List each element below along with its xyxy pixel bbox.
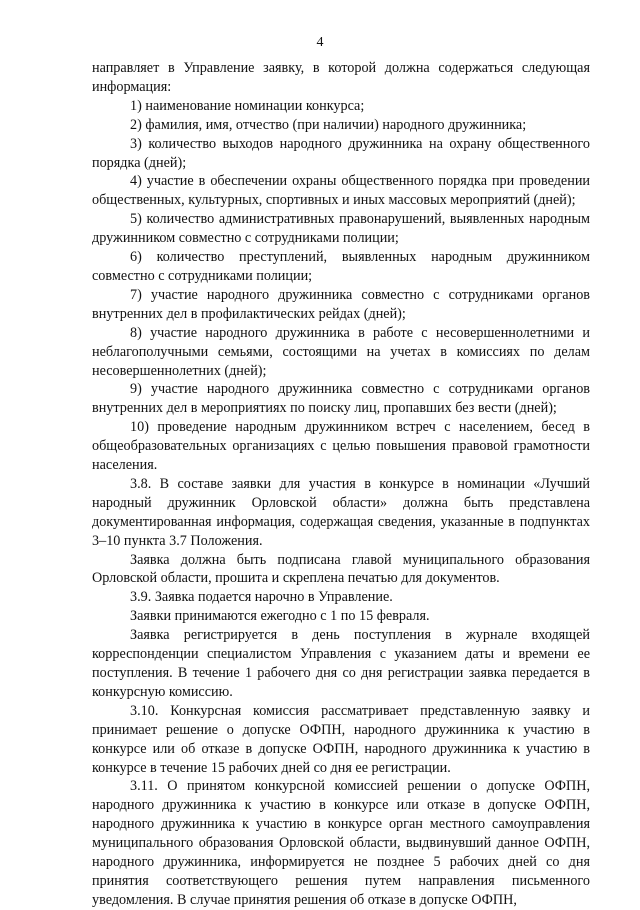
list-item-9: 9) участие народного дружинника совместно с сотрудниками органов внутренних дел в мероприятиях по поиску лиц, пропавших без вести (дней); [92,381,590,417]
clause-3-11: 3.11. О принятом конкурсной комиссией решении о допуске ОФПН, народного дружинника к участию в конкурсе или отказе в допуске ОФПН, народного дружинника к участию в конкурсе орган местного самоуправления муниципального образования Орловской области, выдвинувший данное ОФПН, народного дружинника, информируется не позднее 5 рабочих дней со дня принятия соответствующего решения путем направления письменного уведомления. В случае принятия решения об отказе в допуске ОФПН, [92,778,590,908]
list-item-10: 10) проведение народным дружинником встреч с населением, бесед в общеобразовательных организациях с целью повышения правовой грамотности населения. [92,419,590,474]
document-body [92,59,590,910]
list-item-3: 3) количество выходов народного дружинника на охрану общественного порядка (дней); [92,135,590,171]
list-item-1: 1) наименование номинации конкурса; [130,97,365,114]
paragraph-intro: направляет в Управление заявку, в которой должна содержаться следующая информация: [92,60,590,95]
list-item-4: 4) участие в обеспечении охраны общественного порядка при проведении общественных, культурных, спортивных и иных массовых мероприятий (дней); [92,173,590,209]
paragraph-acceptance-period: Заявки принимаются ежегодно с 1 по 15 февраля. [130,608,430,625]
list-item-5: 5) количество административных правонарушений, выявленных народным дружинником совместно с сотрудниками полиции; [92,211,590,247]
paragraph-signature-requirement: Заявка должна быть подписана главой муниципального образования Орловской области, прошита и скреплена печатью для документов. [92,551,590,587]
list-item-6: 6) количество преступлений, выявленных народным дружинником совместно с сотрудниками полиции; [92,249,590,284]
list-item-7: 7) участие народного дружинника совместно с сотрудниками органов внутренних дел в профилактических рейдах (дней); [92,286,590,322]
page-number: 4 [316,35,324,50]
list-item-8: 8) участие народного дружинника в работе с несовершеннолетними и неблагополучными семьями, состоящими на учетах в комиссиях по делам несовершеннолетних (дней); [92,324,590,379]
clause-3-10: 3.10. Конкурсная комиссия рассматривает представленную заявку и принимает решение о допуске ОФПН, народного дружинника к участию в конкурсе или об отказе в допуске ОФПН, народного дружинника к участию в конкурсе в течение 15 рабочих дней со дня ее регистрации. [92,702,590,776]
clause-3-9: 3.9. Заявка подается нарочно в Управление. [130,589,393,606]
paragraph-registration: Заявка регистрируется в день поступления в журнале входящей корреспонденции специалистом Управления с указанием даты и времени ее поступления. В течение 1 рабочего дня со дня регистрации заявка передается в конкурсную комиссию. [92,627,590,700]
clause-3-8: 3.8. В составе заявки для участия в конкурсе в номинации «Лучший народный дружинник Орловской области» должна быть представлена документированная информация, содержащая сведения, указанные в подпунктах 3–10 пункта 3.7 Положения. [92,475,590,549]
list-item-2: 2) фамилия, имя, отчество (при наличии) народного дружинника; [130,116,527,133]
